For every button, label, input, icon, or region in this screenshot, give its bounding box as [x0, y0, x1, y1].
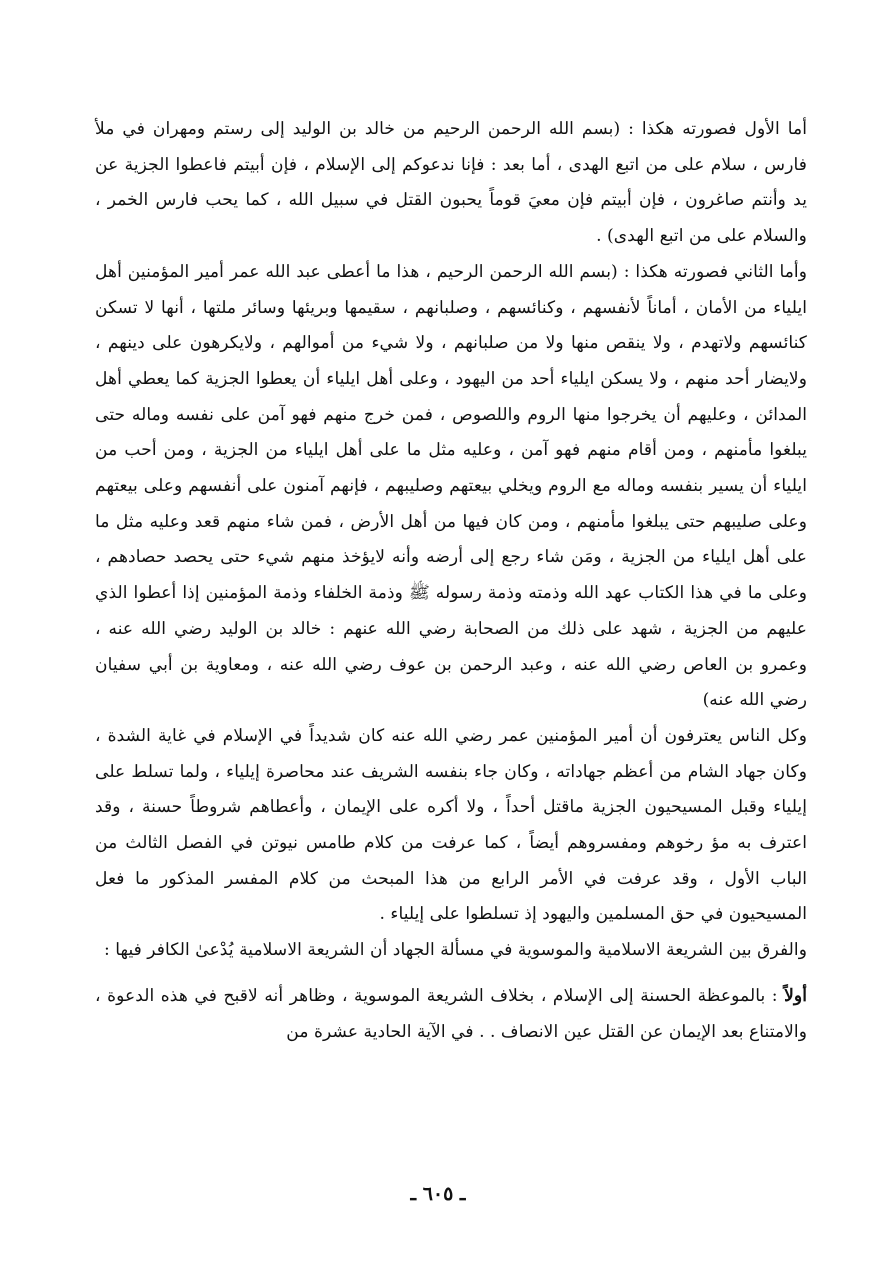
paragraph-text: أما الأول فصورته هكذا : (بسم الله الرحمن الرحيم من خالد بن الوليد إلى رستم ومهران في ملأ فارس ، سلام على من اتبع الهدى ، أما بعد : فإنا ندعوكم إلى الإسلام ، فإن أبيتم فاعطوا الجزية عن يد وأنتم صاغرون ، فإن أبيتم فإن معيَ قوماً يحبون القتل في سبيل الله ، كما يحب فارس الخمر ، والسلام على من اتبع الهدى) .: [95, 119, 807, 247]
page-body: [95, 112, 807, 1050]
paragraph-difference: [95, 933, 807, 969]
paragraph-lead: أولاً: [784, 985, 807, 1006]
paragraph-text: وكل الناس يعترفون أن أمير المؤمنين عمر رضي الله عنه كان شديداً في الإسلام في غاية الشدة ، وكان جهاد الشام من أعظم جهاداته ، وكان جاء بنفسه الشريف عند محاصرة إيلياء ، ولما تسلط على إيلياء وقبل المسيحيون الجزية ماقتل أحداً ، ولا أكره على الإيمان ، وأعطاهم شروطاً حسنة ، وقد اعترف به مؤ رخوهم ومفسروهم أيضاً ، كما عرفت من كلام طامس نيوتن في الفصل الثالث من الباب الأول ، وقد عرفت في الأمر الرابع من هذا المبحث من كلام المفسر المذكور ما فعل المسيحيون في حق المسلمين واليهود إذ تسلطوا على إيلياء .: [95, 725, 807, 925]
paragraph-second-letter: [95, 255, 807, 719]
paragraph-text: وأما الثاني فصورته هكذا : (بسم الله الرحمن الرحيم ، هذا ما أعطى عبد الله عمر أمير المؤمنين أهل ايلياء من الأمان ، أماناً لأنفسهم ، وكنائسهم ، وصلبانهم ، سقيمها وبريئها وسائر ملتها ، أنها لا تسكن كنائسهم ولاتهدم ، ولا ينقص منها ولا من صلبانهم ، ولا شيء من أموالهم ، ولايكرهون على دينهم ، ولايضار أحد منهم ، ولا يسكن ايلياء أحد من اليهود ، وعلى أهل ايلياء أن يعطوا الجزية كما يعطي أهل المدائن ، وعليهم أن يخرجوا منها الروم واللصوص ، فمن خرج منهم فهو آمن على نفسه وماله حتى يبلغوا مأمنهم ، ومن أقام منهم فهو آمن ، وعليه مثل ما على أهل ايلياء من الجزية ، ومن أحب من ايلياء أن يسير بنفسه وماله مع الروم ويخلي بيعتهم وصليبهم ، فإنهم آمنون على أنفسهم وعلى بيعتهم وعلى صليبهم حتى يبلغوا مأمنهم ، ومن كان فيها من أهل الأرض ، فمن شاء منهم قعد وعليه مثل ما على أهل ايلياء من الجزية ، ومَن شاء رجع إلى أرضه وأنه لايؤخذ منهم شيء حتى يحصد حصادهم ، وعلى ما في هذا الكتاب عهد الله وذمته وذمة رسوله ﷺ وذمة الخلفاء وذمة المؤمنين إذا أعطوا الذي عليهم من الجزية ، شهد على ذلك من الصحابة رضي الله عنهم : خالد بن الوليد رضي الله عنه ، وعمرو بن العاص رضي الله عنه ، وعبد الرحمن بن عوف رضي الله عنه ، ومعاوية بن أبي سفيان رضي الله عنه): [95, 261, 807, 711]
paragraph-text: والفرق بين الشريعة الاسلامية والموسوية في مسألة الجهاد أن الشريعة الاسلامية يُدْعىٰ الكافر فيها :: [104, 940, 807, 961]
paragraph-first-point: [95, 979, 807, 1050]
page-number: ـ ٦٠٥ ـ: [410, 1183, 466, 1205]
paragraph-umar-commentary: [95, 719, 807, 933]
paragraph-text: : بالموعظة الحسنة إلى الإسلام ، بخلاف الشريعة الموسوية ، وظاهر أنه لاقبح في هذه الدعوة ، والامتناع بعد الإيمان عن القتل عين الانصاف . . في الآية الحادية عشرة من: [95, 985, 807, 1042]
paragraph-first-letter: [95, 112, 807, 255]
